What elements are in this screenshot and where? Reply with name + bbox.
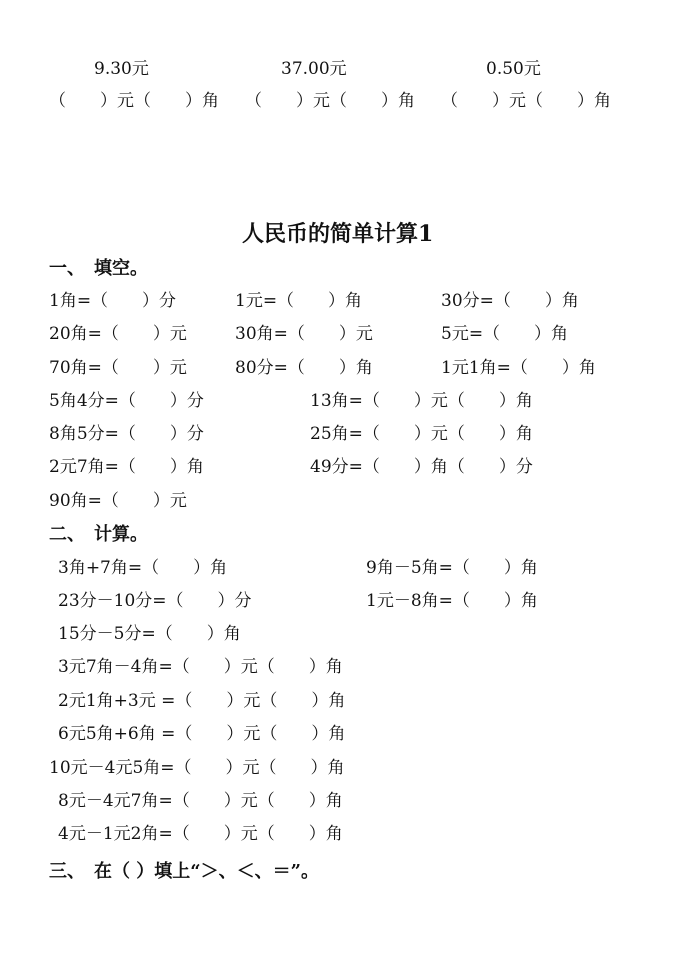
fill-item: 49分=（ ）角（ ）分 (310, 457, 533, 477)
fill-item: 13角=（ ）元（ ）角 (310, 391, 533, 411)
answer-line-1: （ ）元（ ）角 (49, 91, 219, 111)
fill-item: 1角=（ ）分 (49, 291, 177, 311)
section3-heading: 三、 在（ ）填上“＞、＜、＝”。 (49, 861, 319, 882)
fill-item: 2元7角=（ ）角 (49, 457, 204, 477)
fill-item: 1元=（ ）角 (235, 291, 363, 311)
calc-item: 10元－4元5角=（ ）元（ ）角 (49, 758, 345, 778)
amount-3: 0.50元 (486, 59, 541, 79)
fill-item: 1元1角=（ ）角 (441, 358, 596, 378)
calc-item: 3角+7角=（ ）角 (58, 558, 228, 578)
fill-item: 90角=（ ）元 (49, 491, 187, 511)
calc-item: 4元－1元2角=（ ）元（ ）角 (58, 824, 343, 844)
page-title: 人民币的简单计算1 (242, 221, 434, 247)
fill-item: 5角4分=（ ）分 (49, 391, 204, 411)
calc-item: 9角－5角=（ ）角 (366, 558, 538, 578)
calc-item: 3元7角－4角=（ ）元（ ）角 (58, 657, 343, 677)
fill-item: 20角=（ ）元 (49, 324, 187, 344)
section1-heading: 一、 填空。 (49, 258, 148, 279)
fill-item: 70角=（ ）元 (49, 358, 187, 378)
fill-item: 8角5分=（ ）分 (49, 424, 204, 444)
calc-item: 1元－8角=（ ）角 (366, 591, 538, 611)
calc-item: 23分－10分=（ ）分 (58, 591, 252, 611)
section2-heading: 二、 计算。 (49, 524, 148, 545)
fill-item: 5元=（ ）角 (441, 324, 569, 344)
answer-line-2: （ ）元（ ）角 (245, 91, 415, 111)
amount-2: 37.00元 (281, 59, 347, 79)
amount-1: 9.30元 (94, 59, 149, 79)
answer-line-3: （ ）元（ ）角 (441, 91, 611, 111)
calc-item: 6元5角+6角 =（ ）元（ ）角 (58, 724, 346, 744)
fill-item: 80分=（ ）角 (235, 358, 373, 378)
fill-item: 25角=（ ）元（ ）角 (310, 424, 533, 444)
fill-item: 30分=（ ）角 (441, 291, 579, 311)
fill-item: 30角=（ ）元 (235, 324, 373, 344)
calc-item: 2元1角+3元 =（ ）元（ ）角 (58, 691, 346, 711)
calc-item: 8元－4元7角=（ ）元（ ）角 (58, 791, 343, 811)
calc-item: 15分－5分=（ ）角 (58, 624, 241, 644)
